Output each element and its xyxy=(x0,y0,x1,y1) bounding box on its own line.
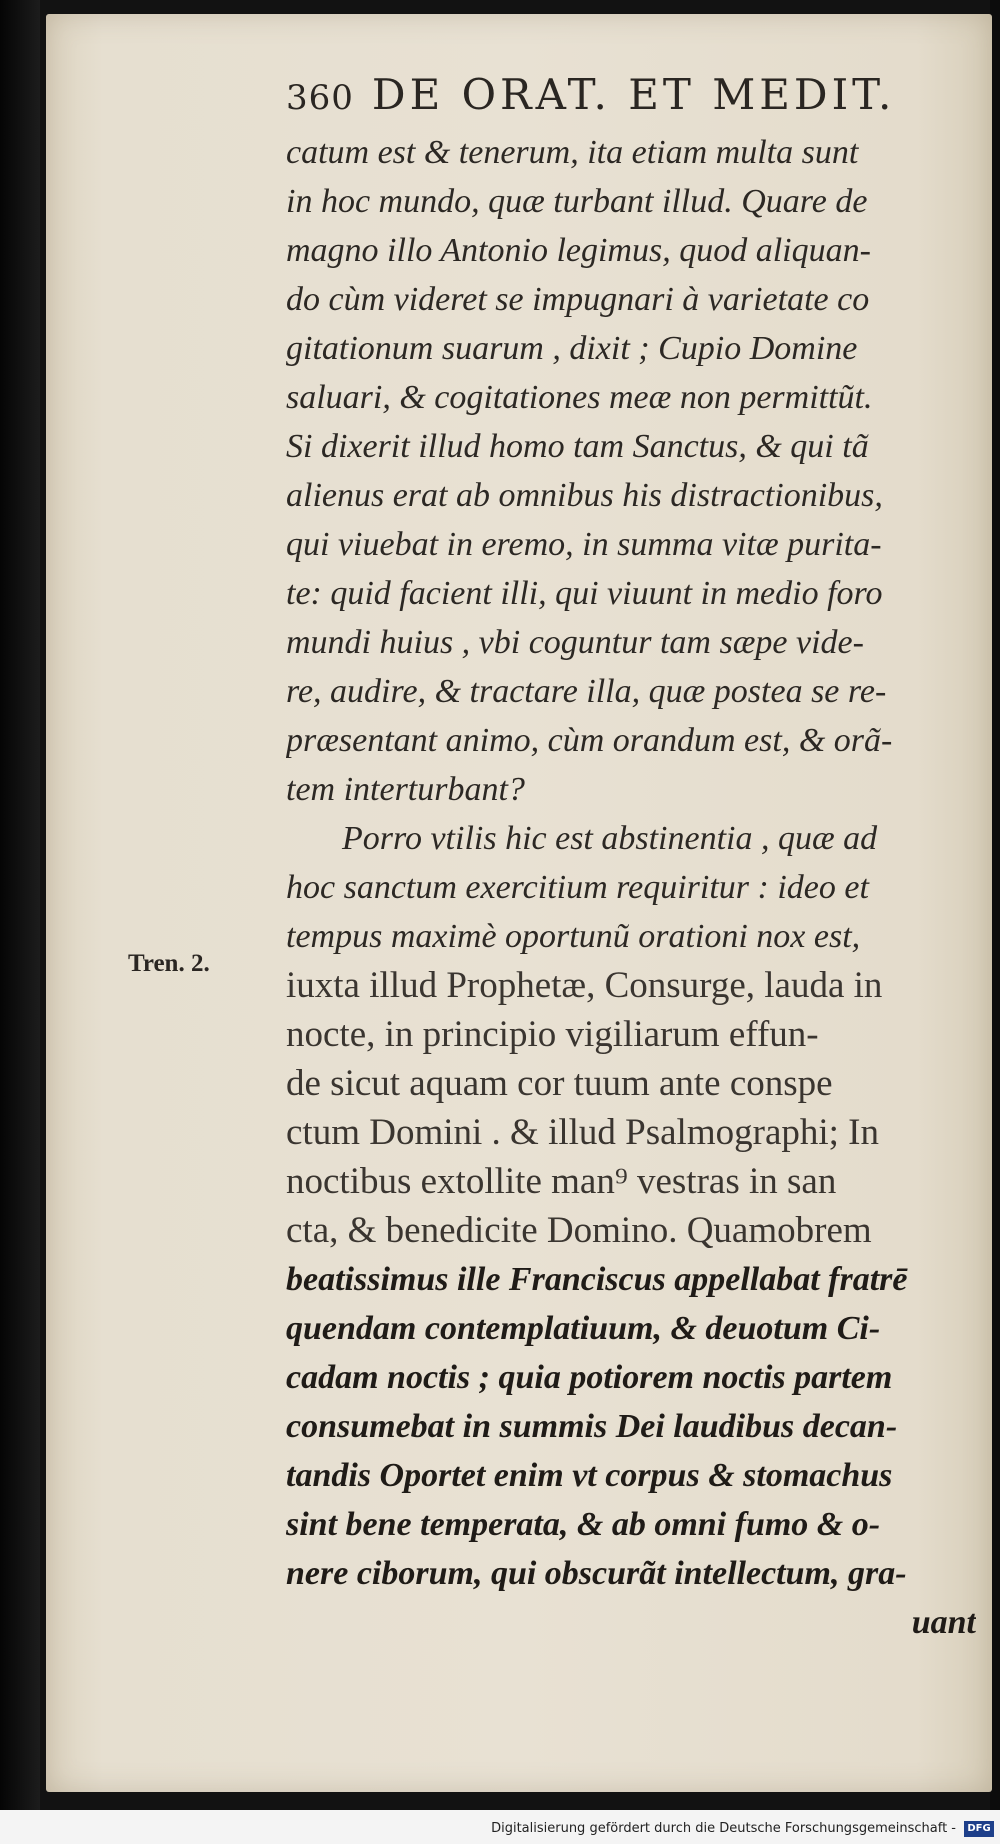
page-number: 360 xyxy=(286,78,354,118)
text-line: saluari, & cogitationes meæ non permittũt. xyxy=(286,379,873,416)
dfg-logo: DFG xyxy=(964,1821,994,1837)
text-line: mundi huius , vbi coguntur tam sæpe vide- xyxy=(286,624,864,661)
text-line: iuxta illud Prophetæ, Consurge, lauda in xyxy=(286,965,883,1006)
text-line: nere ciborum, qui obscurãt intellectum, gra- xyxy=(286,1555,907,1592)
margin-note: Tren. 2. xyxy=(128,950,210,977)
footer-credit: Digitalisierung gefördert durch die Deutsche Forschungsgemeinschaft - xyxy=(491,1821,956,1836)
text-line: Si dixerit illud homo tam Sanctus, & qui tã xyxy=(286,428,869,465)
text-line: alienus erat ab omnibus his distractionibus, xyxy=(286,477,883,514)
text-line: tempus maximè oportunũ orationi nox est, xyxy=(286,918,861,955)
text-line: tandis Oportet enim vt corpus & stomachus xyxy=(286,1457,893,1494)
text-line: tem interturbant? xyxy=(286,771,525,808)
text-line: in hoc mundo, quæ turbant illud. Quare de xyxy=(286,183,868,220)
text-line: qui viuebat in eremo, in summa vitæ purita- xyxy=(286,526,882,563)
text-line: hoc sanctum exercitium requiritur : ideo et xyxy=(286,869,869,906)
binding-shadow xyxy=(0,0,40,1844)
text-line: consumebat in summis Dei laudibus decan- xyxy=(286,1408,898,1445)
text-line: Porro vtilis hic est abstinentia , quæ ad xyxy=(342,820,878,857)
text-line: magno illo Antonio legimus, quod aliquan- xyxy=(286,232,871,269)
footer-strip xyxy=(0,1810,1000,1844)
text-line: te: quid facient illi, qui viuunt in medio foro xyxy=(286,575,883,612)
text-line: ctum Domini . & illud Psalmographi; In xyxy=(286,1112,879,1153)
catchword: uant xyxy=(911,1604,976,1641)
text-line: de sicut aquam cor tuum ante conspe xyxy=(286,1063,833,1104)
text-line: gitationum suarum , dixit ; Cupio Domine xyxy=(286,330,858,367)
body-text xyxy=(286,128,976,1647)
running-head-title: DE ORAT. ET MEDIT. xyxy=(371,70,896,119)
text-line: noctibus extollite man⁹ vestras in san xyxy=(286,1161,837,1202)
text-line: cadam noctis ; quia potiorem noctis partem xyxy=(286,1359,893,1396)
text-line: catum est & tenerum, ita etiam multa sunt xyxy=(286,134,859,171)
text-line: sint bene temperata, & ab omni fumo & o- xyxy=(286,1506,881,1543)
text-line: cta, & benedicite Domino. Quamobrem xyxy=(286,1210,872,1251)
text-line: re, audire, & tractare illa, quæ postea se re- xyxy=(286,673,887,710)
text-line: beatissimus ille Franciscus appellabat fratrē xyxy=(286,1261,908,1298)
text-line: nocte, in principio vigiliarum effun- xyxy=(286,1014,819,1055)
text-line: do cùm videret se impugnari à varietate co xyxy=(286,281,870,318)
text-line: præsentant animo, cùm orandum est, & orã- xyxy=(286,722,893,759)
text-line: quendam contemplatiuum, & deuotum Ci- xyxy=(286,1310,881,1347)
running-head xyxy=(286,70,895,119)
